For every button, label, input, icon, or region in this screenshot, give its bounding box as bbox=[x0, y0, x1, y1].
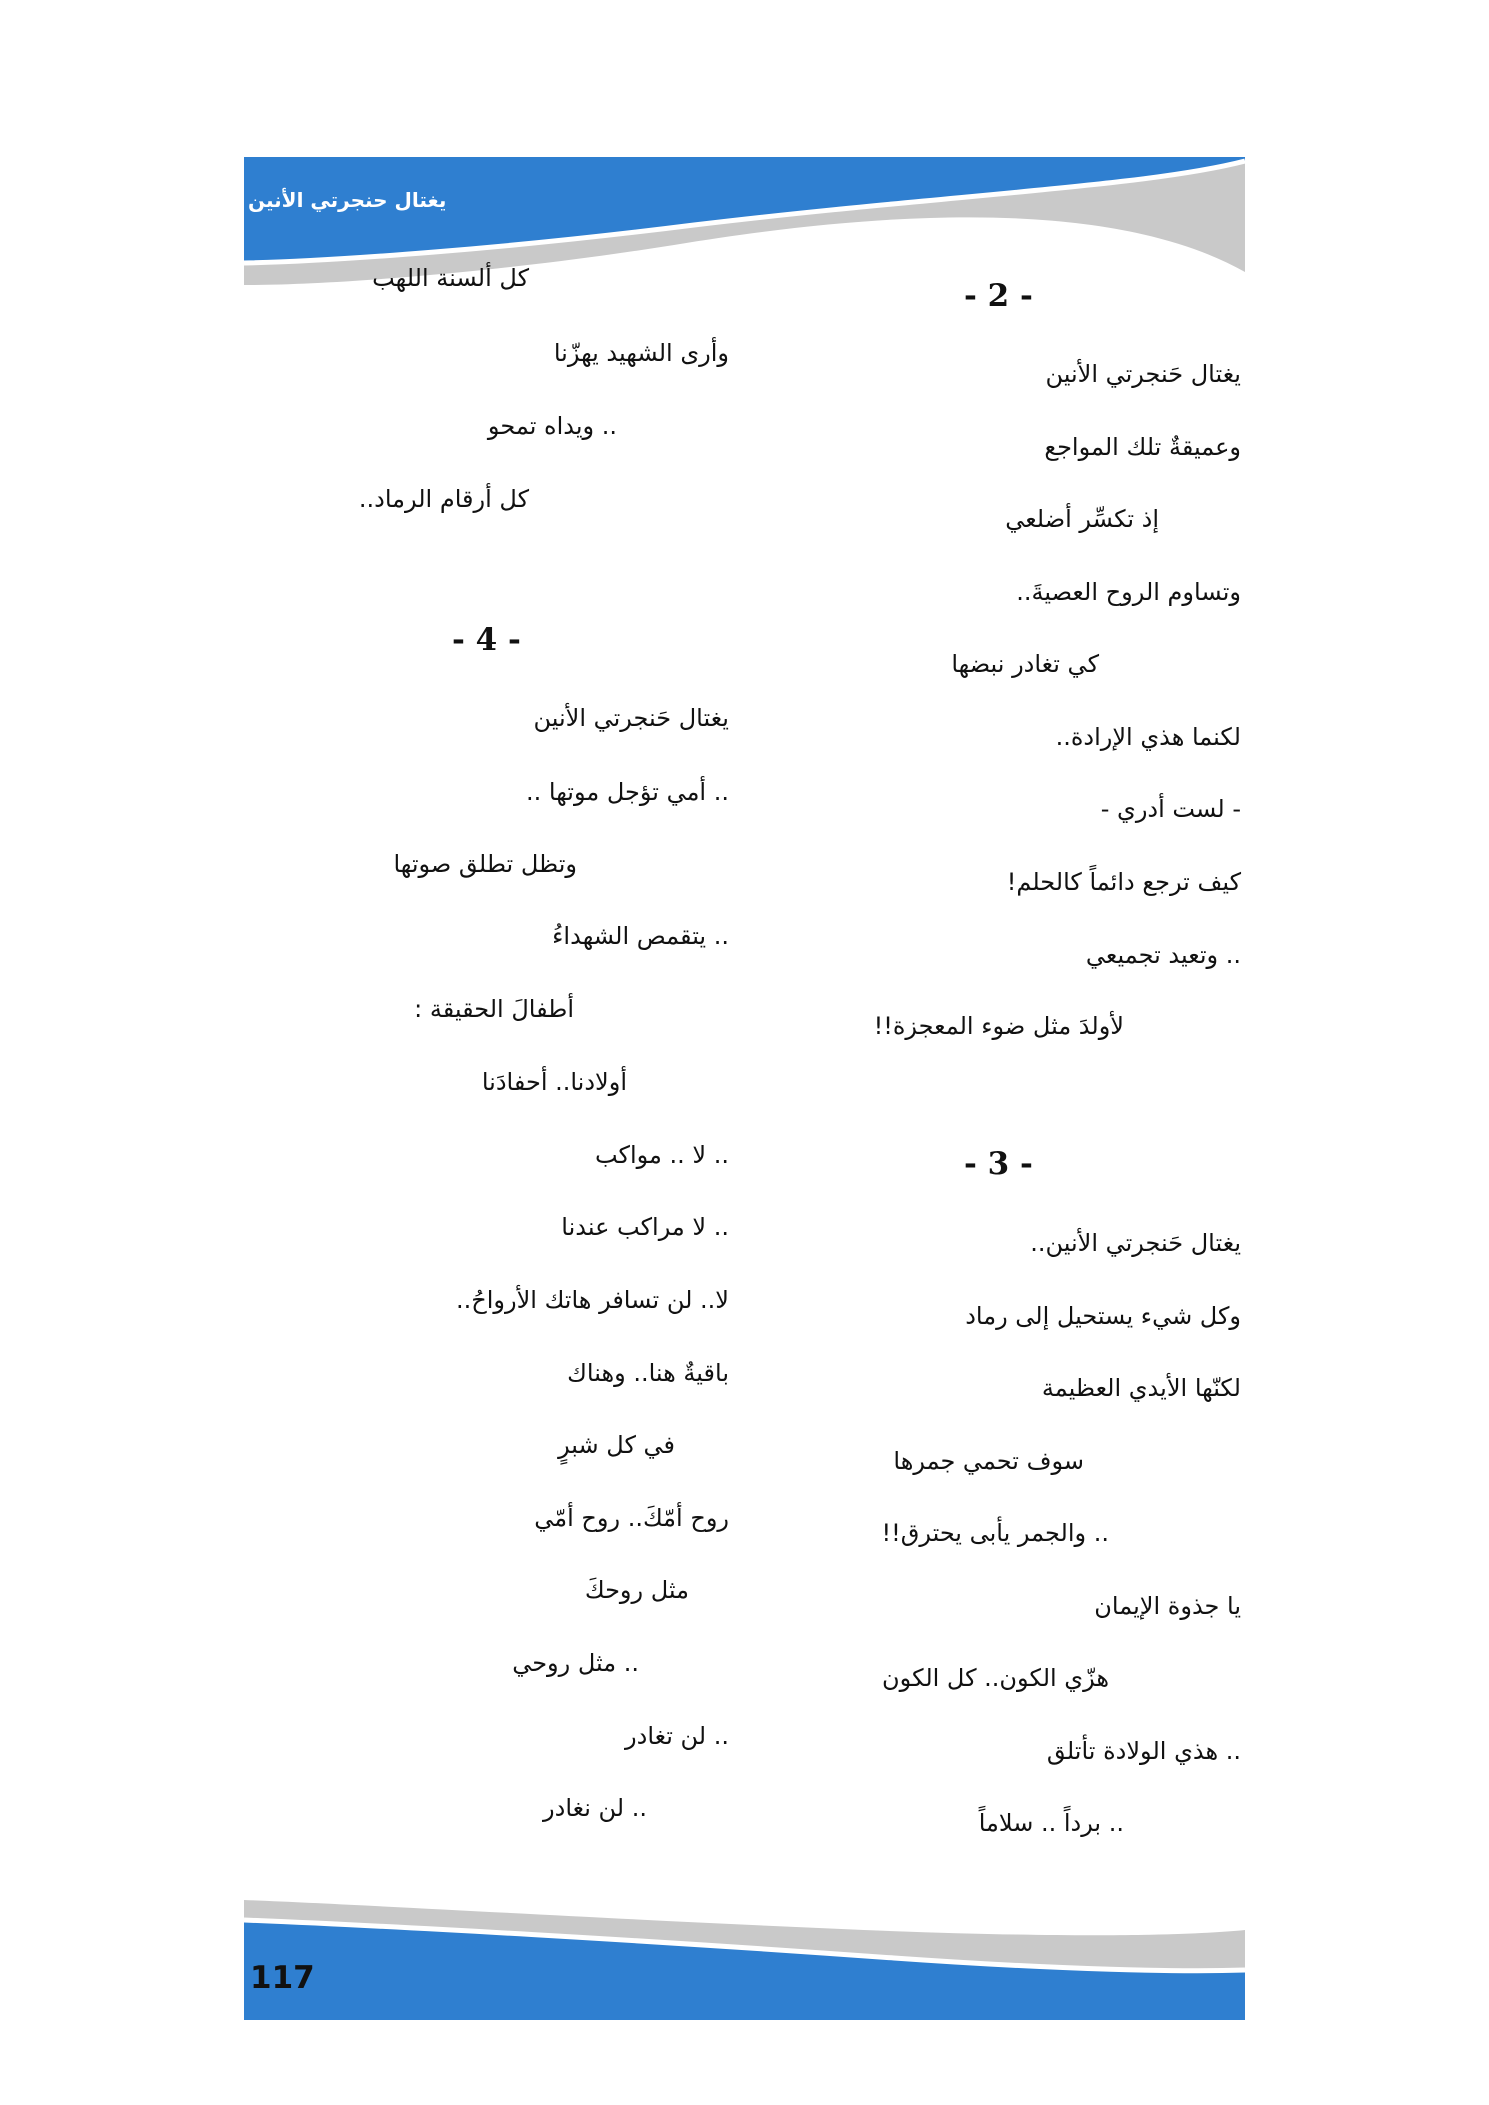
poem-line: - لست أدري - bbox=[1100, 795, 1241, 823]
poem-line: .. والجمر يأبى يحترق!! bbox=[881, 1519, 1109, 1547]
poem-line: .. لن تغادر bbox=[625, 1722, 729, 1750]
poem-line: .. لن نغادر bbox=[543, 1794, 647, 1822]
poem-line: يغتال حَنجرتي الأنين.. bbox=[1030, 1229, 1241, 1257]
poem-line: أطفالَ الحقيقة : bbox=[414, 995, 574, 1023]
poem-line: مثل روحكَ bbox=[584, 1576, 689, 1604]
poem-line: .. يتقمص الشهداءُ bbox=[552, 922, 729, 950]
poem-line: وعميقةٌ تلك المواجع bbox=[1044, 433, 1241, 461]
header-title: يغتال حنجرتي الأنين bbox=[248, 188, 447, 212]
poem-line: .. لا .. مواكب bbox=[594, 1141, 729, 1169]
poem-line: .. وتعيد تجميعي bbox=[1085, 941, 1241, 969]
poem-line: يغتال حَنجرتي الأنين bbox=[1045, 360, 1241, 388]
poem-line: يغتال حَنجرتي الأنين bbox=[533, 704, 729, 732]
poem-line: وأرى الشهيد يهزّنا bbox=[553, 339, 729, 367]
footer-banner bbox=[244, 1900, 1245, 2020]
section-number: - 4 - bbox=[452, 622, 521, 658]
poem-line: في كل شبرٍ bbox=[558, 1431, 675, 1459]
poem-line: أولادنا.. أحفادَنا bbox=[481, 1068, 627, 1096]
poem-line: لأولدَ مثل ضوء المعجزة!! bbox=[873, 1012, 1124, 1040]
section-number: - 2 - bbox=[964, 278, 1033, 314]
poem-line: يا جذوة الإيمان bbox=[1094, 1592, 1241, 1620]
poem-line: كل ألسنة اللهب bbox=[372, 264, 529, 292]
poem-line: .. مثل روحي bbox=[512, 1649, 639, 1677]
poem-line: كي تغادر نبضها bbox=[951, 650, 1099, 678]
section-number: - 3 - bbox=[964, 1146, 1033, 1182]
poem-line: .. لا مراكب عندنا bbox=[561, 1213, 729, 1241]
poem-line: سوف تحمي جمرها bbox=[893, 1447, 1084, 1475]
poem-line: .. ويداه تمحو bbox=[487, 412, 617, 440]
poem-line: وتظل تطلق صوتها bbox=[393, 850, 577, 878]
poem-line: لكنما هذي الإرادة.. bbox=[1055, 723, 1241, 751]
poem-line: وتساوم الروح العصيةَ.. bbox=[1016, 578, 1241, 606]
poem-line: كيف ترجع دائماً كالحلم! bbox=[1006, 868, 1241, 896]
poem-line: .. برداً .. سلاماً bbox=[978, 1809, 1124, 1837]
poem-line: .. هذي الولادة تأتلق bbox=[1046, 1737, 1241, 1765]
poem-line: كل أرقام الرماد.. bbox=[358, 485, 529, 513]
poem-line: لا.. لن تسافر هاتك الأرواحُ.. bbox=[456, 1286, 729, 1314]
poem-line: .. أمي تؤجل موتها .. bbox=[526, 778, 729, 806]
poem-line: روح أمّكَ.. روح أمّي bbox=[534, 1504, 729, 1532]
poem-line: وكل شيء يستحيل إلى رماد bbox=[965, 1302, 1241, 1330]
page-number: 117 bbox=[250, 1960, 315, 1996]
poem-line: إذ تكسِّر أضلعي bbox=[1005, 505, 1159, 533]
poem-line: هزّي الكون.. كل الكون bbox=[882, 1664, 1109, 1692]
poem-line: لكنّها الأيدي العظيمة bbox=[1041, 1374, 1241, 1402]
poem-line: باقيةٌ هنا.. وهناك bbox=[567, 1359, 729, 1387]
